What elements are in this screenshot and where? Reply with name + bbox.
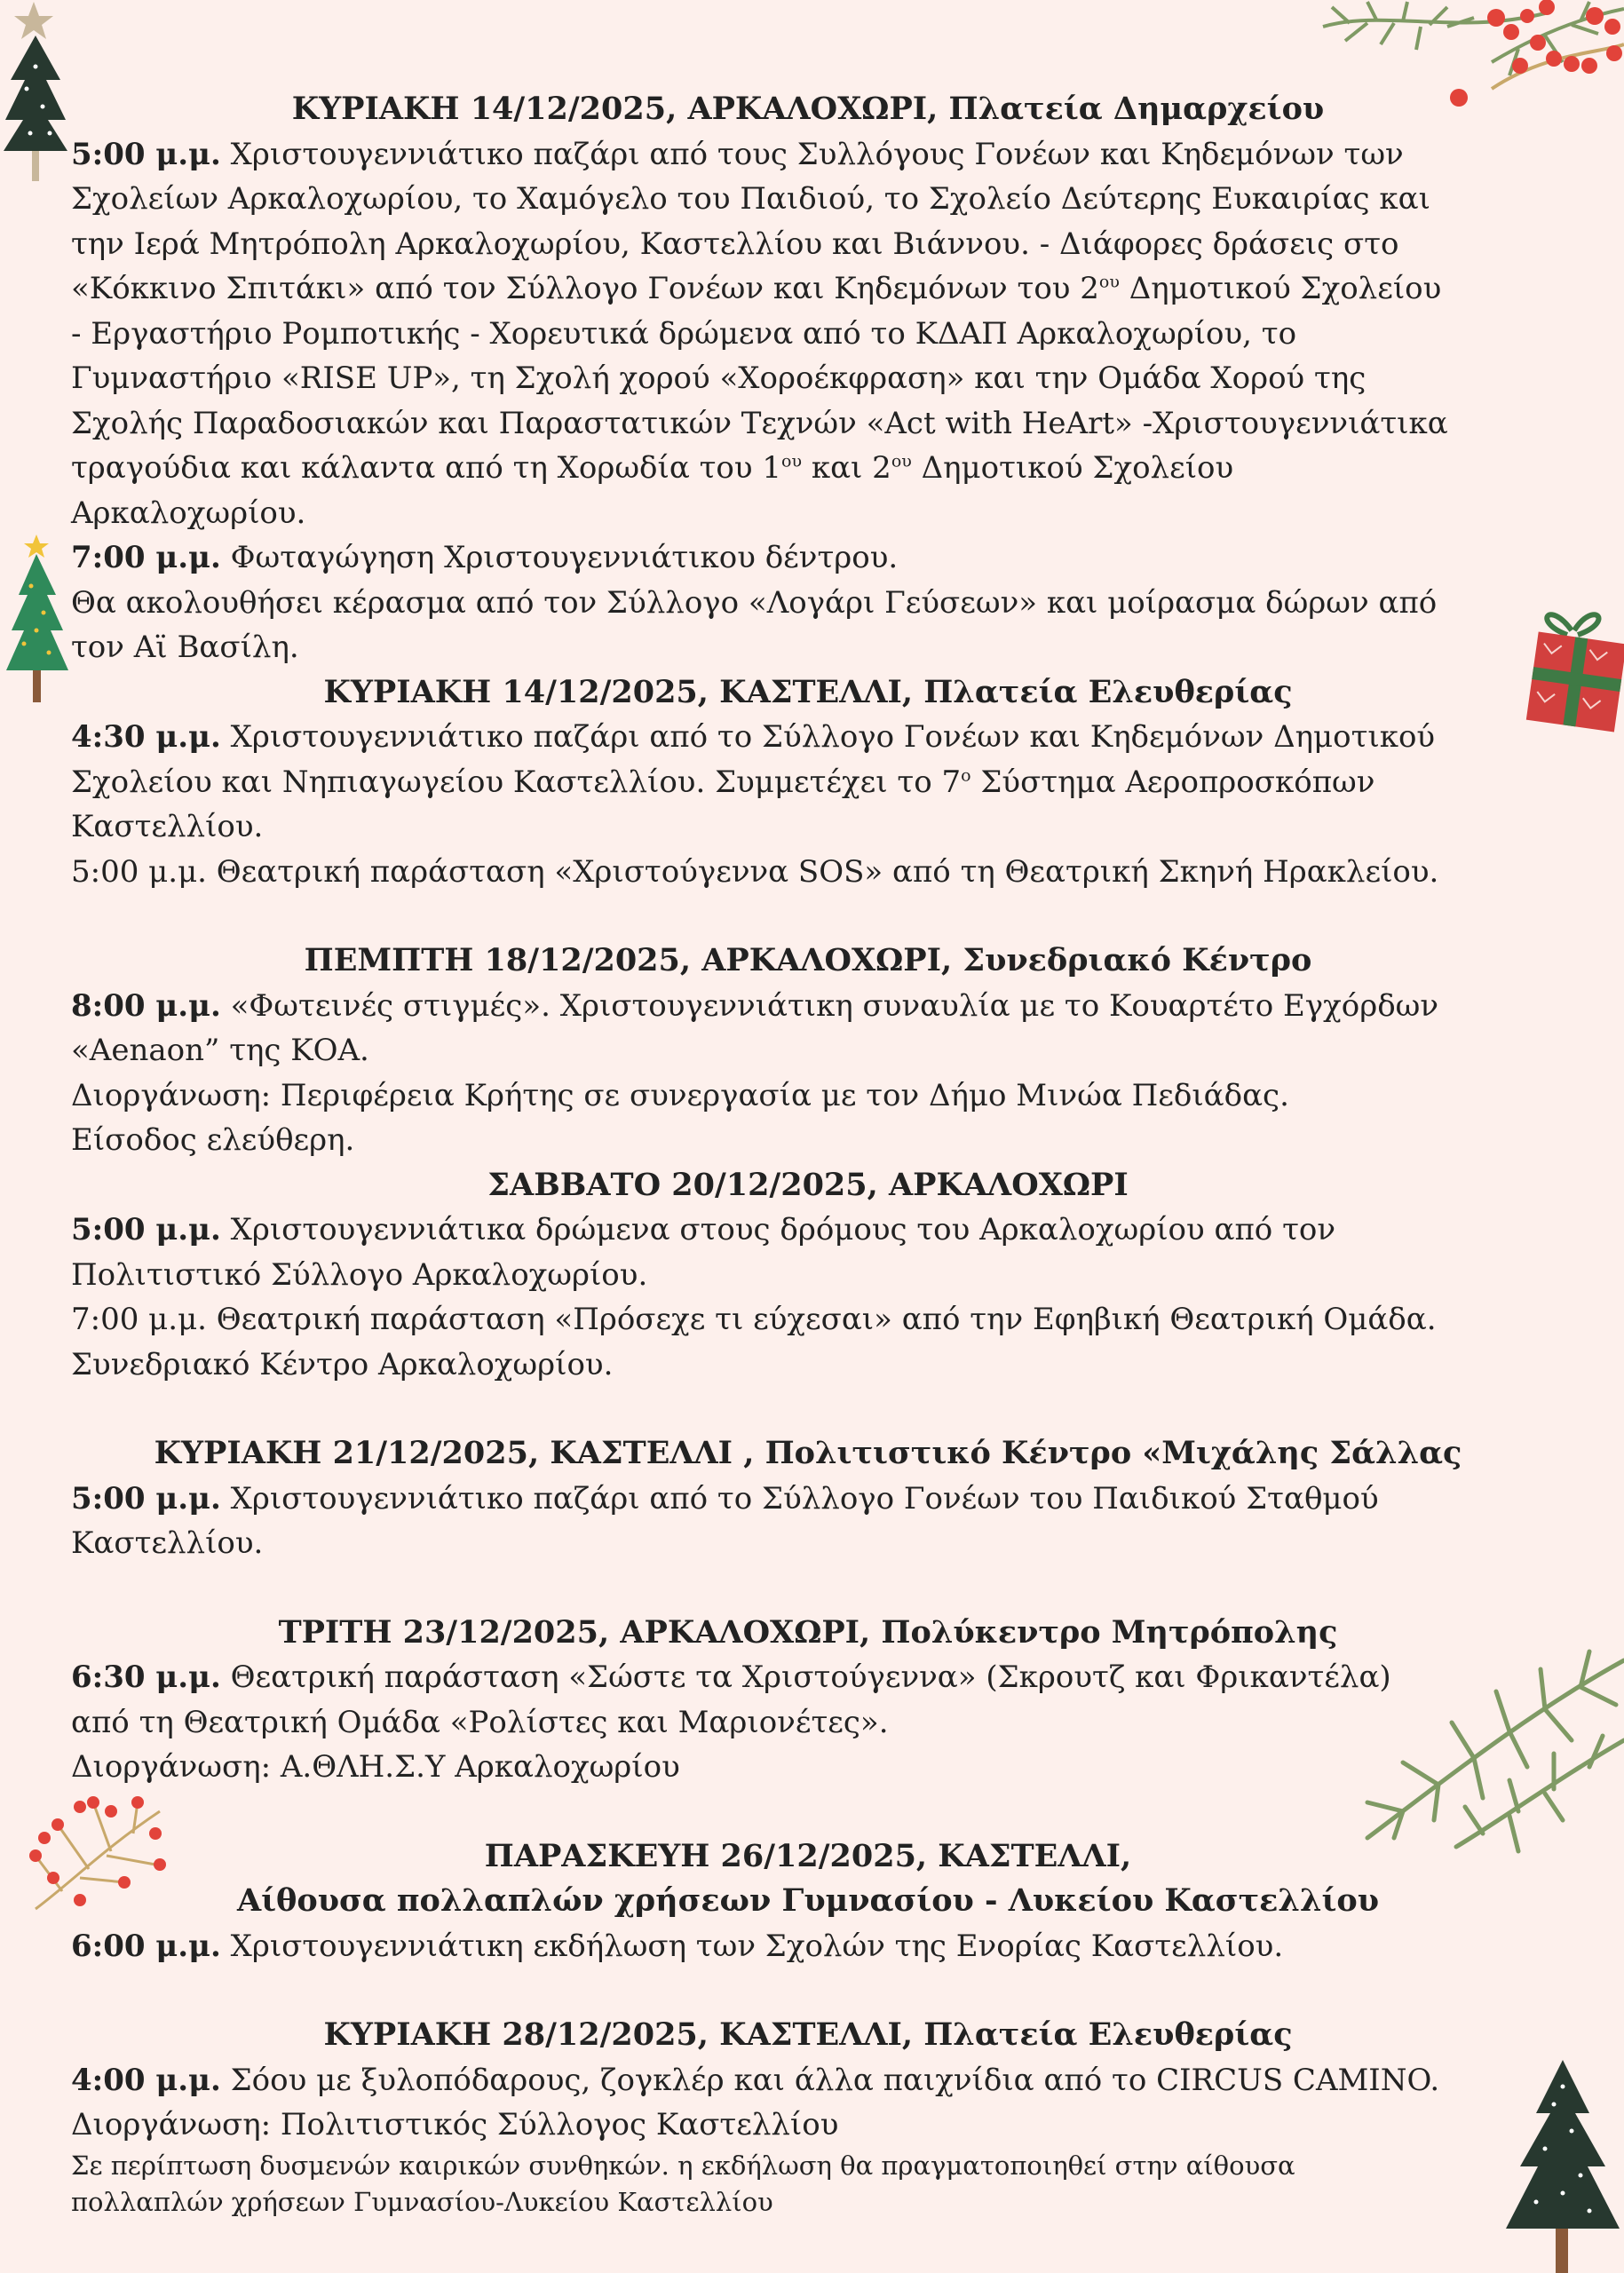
- event-heading: ΠΑΡΑΣΚΕΥΗ 26/12/2025, ΚΑΣΤΕΛΛΙ,: [484, 1837, 1132, 1874]
- event-item: [71, 1655, 1545, 1745]
- spacer: [71, 1968, 1545, 2013]
- event-time: 4:00 μ.μ.: [71, 2062, 221, 2098]
- ordinal-suffix: ο: [961, 765, 971, 786]
- event-text: Δημοτικού Σχολείου: [911, 450, 1234, 486]
- event-text: τραγούδια και κάλαντα από τη Χορωδία του 1: [71, 450, 782, 486]
- spacer: [71, 1566, 1545, 1611]
- event-text: Σε περίπτωση δυσμενών καιρικών συνθηκών. η εκδήλωση θα πραγματοποιηθεί στην αίθουσα: [71, 2150, 1295, 2181]
- event-heading: ΣΑΒΒΑΤΟ 20/12/2025, ΑΡΚΑΛΟΧΩΡΙ: [487, 1166, 1129, 1203]
- event-text: Σχολείων Αρκαλοχωρίου, το Χαμόγελο του Παιδιού, το Σχολείο Δεύτερης Ευκαιρίας και: [71, 181, 1430, 217]
- event-item: Συνεδριακό Κέντρο Αρκαλοχωρίου.: [71, 1346, 614, 1382]
- event-item: Διοργάνωση: Α.ΘΛΗ.Σ.Υ Αρκαλοχωρίου: [71, 1749, 680, 1785]
- event-item: [71, 715, 1545, 850]
- event-text: Χριστουγεννιάτικα δρώμενα στους δρόμους του Αρκαλοχωρίου από τον: [220, 1212, 1336, 1247]
- event-text: Φωταγώγηση Χριστουγεννιάτικου δέντρου.: [220, 540, 899, 575]
- event-item: [71, 1208, 1545, 1297]
- event-time: 5:00 μ.μ.: [71, 136, 221, 172]
- event-item: 7:00 μ.μ. Θεατρική παράσταση «Πρόσεχε τι εύχεσαι» από την Εφηβική Θεατρική Ομάδα.: [71, 1302, 1437, 1337]
- event-time: 6:00 μ.μ.: [71, 1928, 221, 1964]
- spacer: [71, 894, 1545, 939]
- ordinal-suffix: ου: [1098, 272, 1120, 292]
- event-heading: ΚΥΡΙΑΚΗ 28/12/2025, ΚΑΣΤΕΛΛΙ, Πλατεία Ελευθερίας: [323, 2016, 1293, 2053]
- event-note: [71, 2148, 1545, 2221]
- event-item: [71, 1924, 1545, 1969]
- event-time: 4:30 μ.μ.: [71, 719, 221, 755]
- event-item: [71, 984, 1545, 1073]
- ordinal-suffix: ου: [781, 451, 803, 471]
- event-text: Σύστημα Αεροπροσκόπων: [970, 764, 1375, 800]
- event-text: Θα ακολουθήσει κέρασμα από τον Σύλλογο «Λογάρι Γεύσεων» και μοίρασμα δώρων από: [71, 584, 1438, 621]
- event-heading: ΤΡΙΤΗ 23/12/2025, ΑΡΚΑΛΟΧΩΡΙ, Πολύκεντρο Μητρόπολης: [278, 1613, 1338, 1651]
- event-text: την Ιερά Μητρόπολη Αρκαλοχωρίου, Καστελλίου και Βιάννου. - Διάφορες δράσεις στο: [71, 226, 1399, 262]
- event-text: «Κόκκινο Σπιτάκι» από τον Σύλλογο Γονέων και Κηδεμόνων του 2: [71, 271, 1099, 306]
- event-time: 7:00 μ.μ.: [71, 540, 221, 575]
- event-text: πολλαπλών χρήσεων Γυμνασίου-Λυκείου Καστελλίου: [71, 2186, 773, 2217]
- event-item: 5:00 μ.μ. Θεατρική παράσταση «Χριστούγεννα SOS» από τη Θεατρική Σκηνή Ηρακλείου.: [71, 853, 1439, 890]
- event-text: «Aenaon” της ΚΟΑ.: [71, 1033, 369, 1068]
- event-text: Σχολείου και Νηπιαγωγείου Καστελλίου. Συμμετέχει το 7: [71, 764, 962, 800]
- event-time: 5:00 μ.μ.: [71, 1212, 221, 1247]
- event-time: 6:30 μ.μ.: [71, 1659, 221, 1695]
- event-item: Διοργάνωση: Πολιτιστικός Σύλλογος Καστελλίου: [71, 2107, 839, 2142]
- christmas-tree-icon-top-left: [0, 0, 80, 186]
- event-item: Είσοδος ελεύθερη.: [71, 1122, 355, 1158]
- event-subheading: Αίθουσα πολλαπλών χρήσεων Γυμνασίου - Λυκείου Καστελλίου: [236, 1882, 1380, 1919]
- event-text: Χριστουγεννιάτικη εκδήλωση των Σχολών της Ενορίας Καστελλίου.: [220, 1928, 1284, 1964]
- event-text: Σχολής Παραδοσιακών και Παραστατικών Τεχνών «Act with HeArt» -Χριστουγεννιάτικα: [71, 405, 1448, 441]
- event-text: από τη Θεατρική Ομάδα «Ρολίστες και Μαριονέτες».: [71, 1704, 889, 1740]
- event-text: Δημοτικού Σχολείου: [1119, 271, 1442, 306]
- event-schedule: [71, 87, 1545, 2221]
- event-time: 8:00 μ.μ.: [71, 987, 221, 1024]
- event-item: Διοργάνωση: Περιφέρεια Κρήτης σε συνεργασία με τον Δήμο Μινώα Πεδιάδας.: [71, 1077, 1289, 1113]
- event-item: [71, 132, 1545, 536]
- event-text: Καστελλίου.: [71, 809, 264, 844]
- event-time: 5:00 μ.μ.: [71, 1480, 221, 1517]
- event-text: - Εργαστήριο Ρομποτικής - Χορευτικά δρώμενα από το ΚΔΑΠ Αρκαλοχωρίου, το: [71, 315, 1297, 352]
- event-text: Χριστουγεννιάτικο παζάρι από το Σύλλογο Γονέων και Κηδεμόνων Δημοτικού: [220, 719, 1436, 755]
- event-text: Καστελλίου.: [71, 1525, 264, 1561]
- event-text: Πολιτιστικό Σύλλογο Αρκαλοχωρίου.: [71, 1256, 648, 1293]
- event-text: «Φωτεινές στιγμές». Χριστουγεννιάτικη συναυλία με το Κουαρτέτο Εγχόρδων: [220, 987, 1439, 1024]
- event-heading: ΚΥΡΙΑΚΗ 21/12/2025, ΚΑΣΤΕΛΛΙ , Πολιτιστικό Κέντρο «Μιχάλης Σάλλας: [154, 1435, 1462, 1471]
- event-text: τον Αϊ Βασίλη.: [71, 630, 299, 665]
- spacer: [71, 1790, 1545, 1834]
- event-item: [71, 1477, 1545, 1566]
- event-item: [71, 581, 1545, 670]
- event-text: Σόου με ξυλοπόδαρους, ζογκλέρ και άλλα παιχνίδια από το CIRCUS CAMINO.: [220, 2062, 1440, 2098]
- christmas-tree-icon-left: [4, 533, 75, 706]
- event-text: Χριστουγεννιάτικο παζάρι από το Σύλλογο Γονέων του Παιδικού Σταθμού: [220, 1480, 1379, 1517]
- event-item: [71, 535, 1545, 581]
- event-text: Θεατρική παράσταση «Σώστε τα Χριστούγεννα» (Σκρουτζ και Φρικαντέλα): [220, 1659, 1391, 1695]
- event-heading: ΚΥΡΙΑΚΗ 14/12/2025, ΚΑΣΤΕΛΛΙ, Πλατεία Ελευθερίας: [323, 673, 1293, 710]
- ordinal-suffix: ου: [891, 451, 912, 471]
- event-heading: ΠΕΜΠΤΗ 18/12/2025, ΑΡΚΑΛΟΧΩΡΙ, Συνεδριακό Κέντρο: [304, 942, 1312, 978]
- event-text: και 2: [802, 450, 891, 486]
- event-text: Χριστουγεννιάτικο παζάρι από τους Συλλόγους Γονέων και Κηδεμόνων των: [220, 136, 1404, 172]
- event-item: [71, 2058, 1545, 2103]
- event-heading: ΚΥΡΙΑΚΗ 14/12/2025, ΑΡΚΑΛΟΧΩΡΙ, Πλατεία Δημαρχείου: [291, 91, 1325, 127]
- event-text: Αρκαλοχωρίου.: [71, 495, 306, 531]
- event-text: Γυμναστήριο «RISE UP», τη Σχολή χορού «Χοροέκφραση» και την Ομάδα Χορού της: [71, 360, 1367, 396]
- spacer: [71, 1387, 1545, 1431]
